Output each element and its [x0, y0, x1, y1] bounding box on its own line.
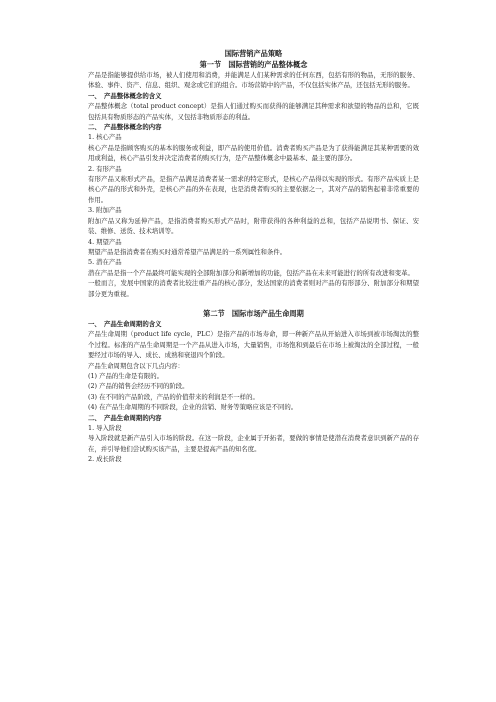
paragraph: 期望产品是指消费者在购买时通常希望产品满足的一系列属性和条件。 [88, 247, 287, 256]
paragraph: 产品生命周期包含以下几点内容： [88, 361, 184, 370]
paragraph: 产品是指能够提供给市场，被人们使用和消费，并能满足人们某种需求的任何东西，包括有形的物品，无形的服务、体验、事件、资产、信息、组织、观念或它们的组合。市场营销中的产品，不仅包括实体产品，还包括无形的服务。 [88, 71, 419, 90]
paragraph: 1. 核心产品 [88, 133, 122, 142]
paragraph: 1. 导入阶段 [88, 424, 122, 432]
paragraph: 2. 有形产品 [88, 164, 122, 173]
section-heading: 二、 产品生命周期的内容 [88, 413, 162, 422]
paragraph: 附加产品又称为延伸产品，是指消费者购买形式产品时，附带获得的各种利益的总和，包括产品说明书、保证、安装、维修、送货、技术培训等。 [88, 216, 419, 236]
paragraph: (1) 产品的生命是有限的。 [88, 371, 163, 380]
section-heading: 一、 产品生命周期的含义 [88, 319, 162, 328]
paragraph: 产品生命周期（product life cycle，PLC）是指产品的市场寿命，即一种新产品从开始进入市场到被市场淘汰的整个过程。标准的产品生命周期是一个产品从进入市场，大量销售，市场饱和到最后在市场上被淘汰的全部过程，一般要经过市场的导入、成长、成熟和衰退四个阶段。 [88, 330, 419, 360]
section-title: 第二节 国际市场产品生命周期 [203, 308, 304, 318]
document-title: 国际营销产品策略 [224, 49, 283, 58]
paragraph: 导入阶段就是新产品引入市场的阶段。在这一阶段，企业属于开拓者，要做的事情是使潜在消费者意识到新产品的存在，并引导他们尝试购买该产品，主要是提高产品的知名度。 [88, 434, 419, 453]
document-page [88, 48, 419, 465]
paragraph: 有形产品又称形式产品，是指产品满足消费者某一需求的特定形式，是核心产品得以实现的形式。有形产品实质上是核心产品的形式和外壳，是核心产品的外在表现，也是消费者购买的主要依据之一，其对产品的销售起着非常重要的作用。 [88, 175, 419, 204]
paragraph: (4) 在产品生命周期的不同阶段，企业的营销、财务等策略应该是不同的。 [88, 403, 298, 412]
paragraph: (3) 在不同的产品阶段，产品的价值带来的利润是不一样的。 [88, 392, 259, 401]
section-heading: 二、 产品整体概念的内容 [88, 123, 162, 132]
paragraph: 2. 成长阶段 [88, 455, 122, 464]
document-body [88, 59, 419, 465]
section-heading: 一、 产品整体概念的含义 [88, 91, 162, 100]
paragraph: 产品整体概念（total product concept）是指人们通过购买而获得的能够满足其种需求和欲望的物品的总和，它既包括具有物质形态的产品实体，又包括非物质形态的利益。 [88, 102, 419, 121]
paragraph: (2) 产品的销售会经历不同的阶段。 [88, 382, 189, 391]
paragraph: 3. 附加产品 [88, 206, 122, 215]
paragraph: 4. 期望产品 [88, 237, 122, 246]
paragraph: 5. 潜在产品 [88, 258, 122, 267]
paragraph: 一般而言，发展中国家的消费者比较注重产品的核心部分，发达国家的消费者则对产品的有形部分、附加部分和期望部分更为重视。 [88, 279, 419, 298]
section-title: 第一节 国际营销的产品整体概念 [199, 60, 308, 69]
paragraph: 潜在产品是指一个产品最终可能实现的全部附加部分和新增加的功能，包括产品在未来可能进行的所有改进和变革。 [88, 268, 414, 277]
paragraph: 核心产品是指顾客购买的基本的服务或利益，即产品的使用价值。消费者购买产品是为了获得能满足其某种需要的效用或利益，核心产品引发并决定消费者的购买行为，是产品整体概念中最基本、最主要的部分。 [88, 143, 419, 163]
